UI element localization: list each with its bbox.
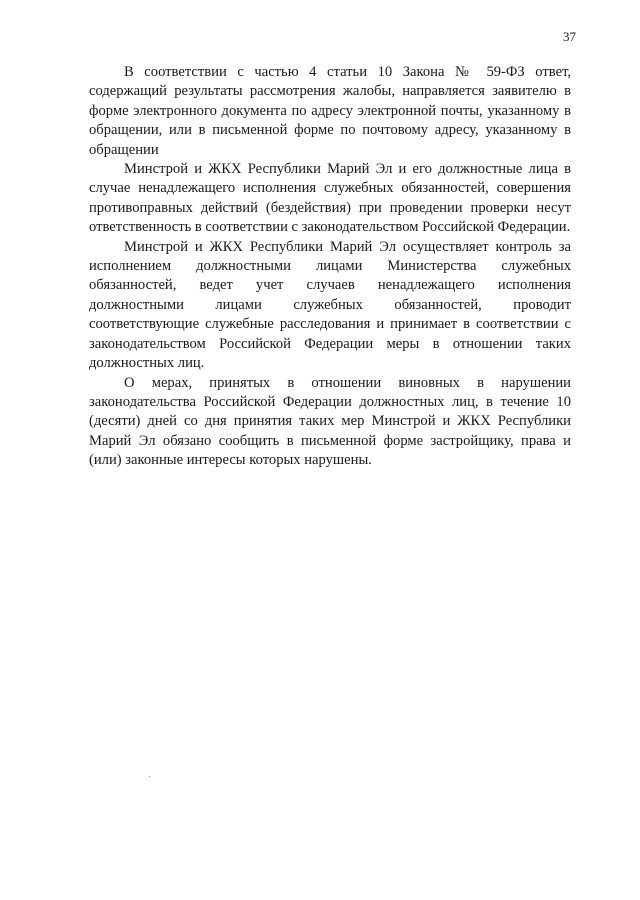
page-number: 37 (563, 29, 576, 44)
paragraph-control: Минстрой и ЖКХ Республики Марий Эл осуществляет контроль за исполнением должностными лицами Министерства служебных обязанностей, ведет учет случаев ненадлежащего исполнения должностными лицами служебных обязанностей, проводит соответствующие служебные расследования и принимает в соответствии с законодательством Российской Федерации меры в отношении таких должностных лиц. (89, 238, 571, 372)
scan-speck (149, 776, 150, 777)
document-body (89, 63, 571, 471)
paragraph-liability: Минстрой и ЖКХ Республики Марий Эл и его должностные лица в случае ненадлежащего исполнения служебных обязанностей, совершения противоправных действий (бездействия) при проведении проверки несут ответственность в соответствии с законодательством Российской Федерации. (89, 161, 571, 236)
paragraph-response-form: В соответствии с частью 4 статьи 10 Закона № 59-ФЗ ответ, содержащий результаты рассмотрения жалобы, направляется заявителю в форме электронного документа по адресу электронной почты, указанному в обращении, или в письменной форме по почтовому адресу, указанному в обращении (89, 64, 571, 158)
paragraph-notification: О мерах, принятых в отношении виновных в нарушении законодательства Российской Федерации должностных лиц, в течение 10 (десяти) дней со дня принятия таких мер Минстрой и ЖКХ Республики Марий Эл обязано сообщить в письменной форме застройщику, права и (или) законные интересы которых нарушены. (89, 374, 571, 469)
